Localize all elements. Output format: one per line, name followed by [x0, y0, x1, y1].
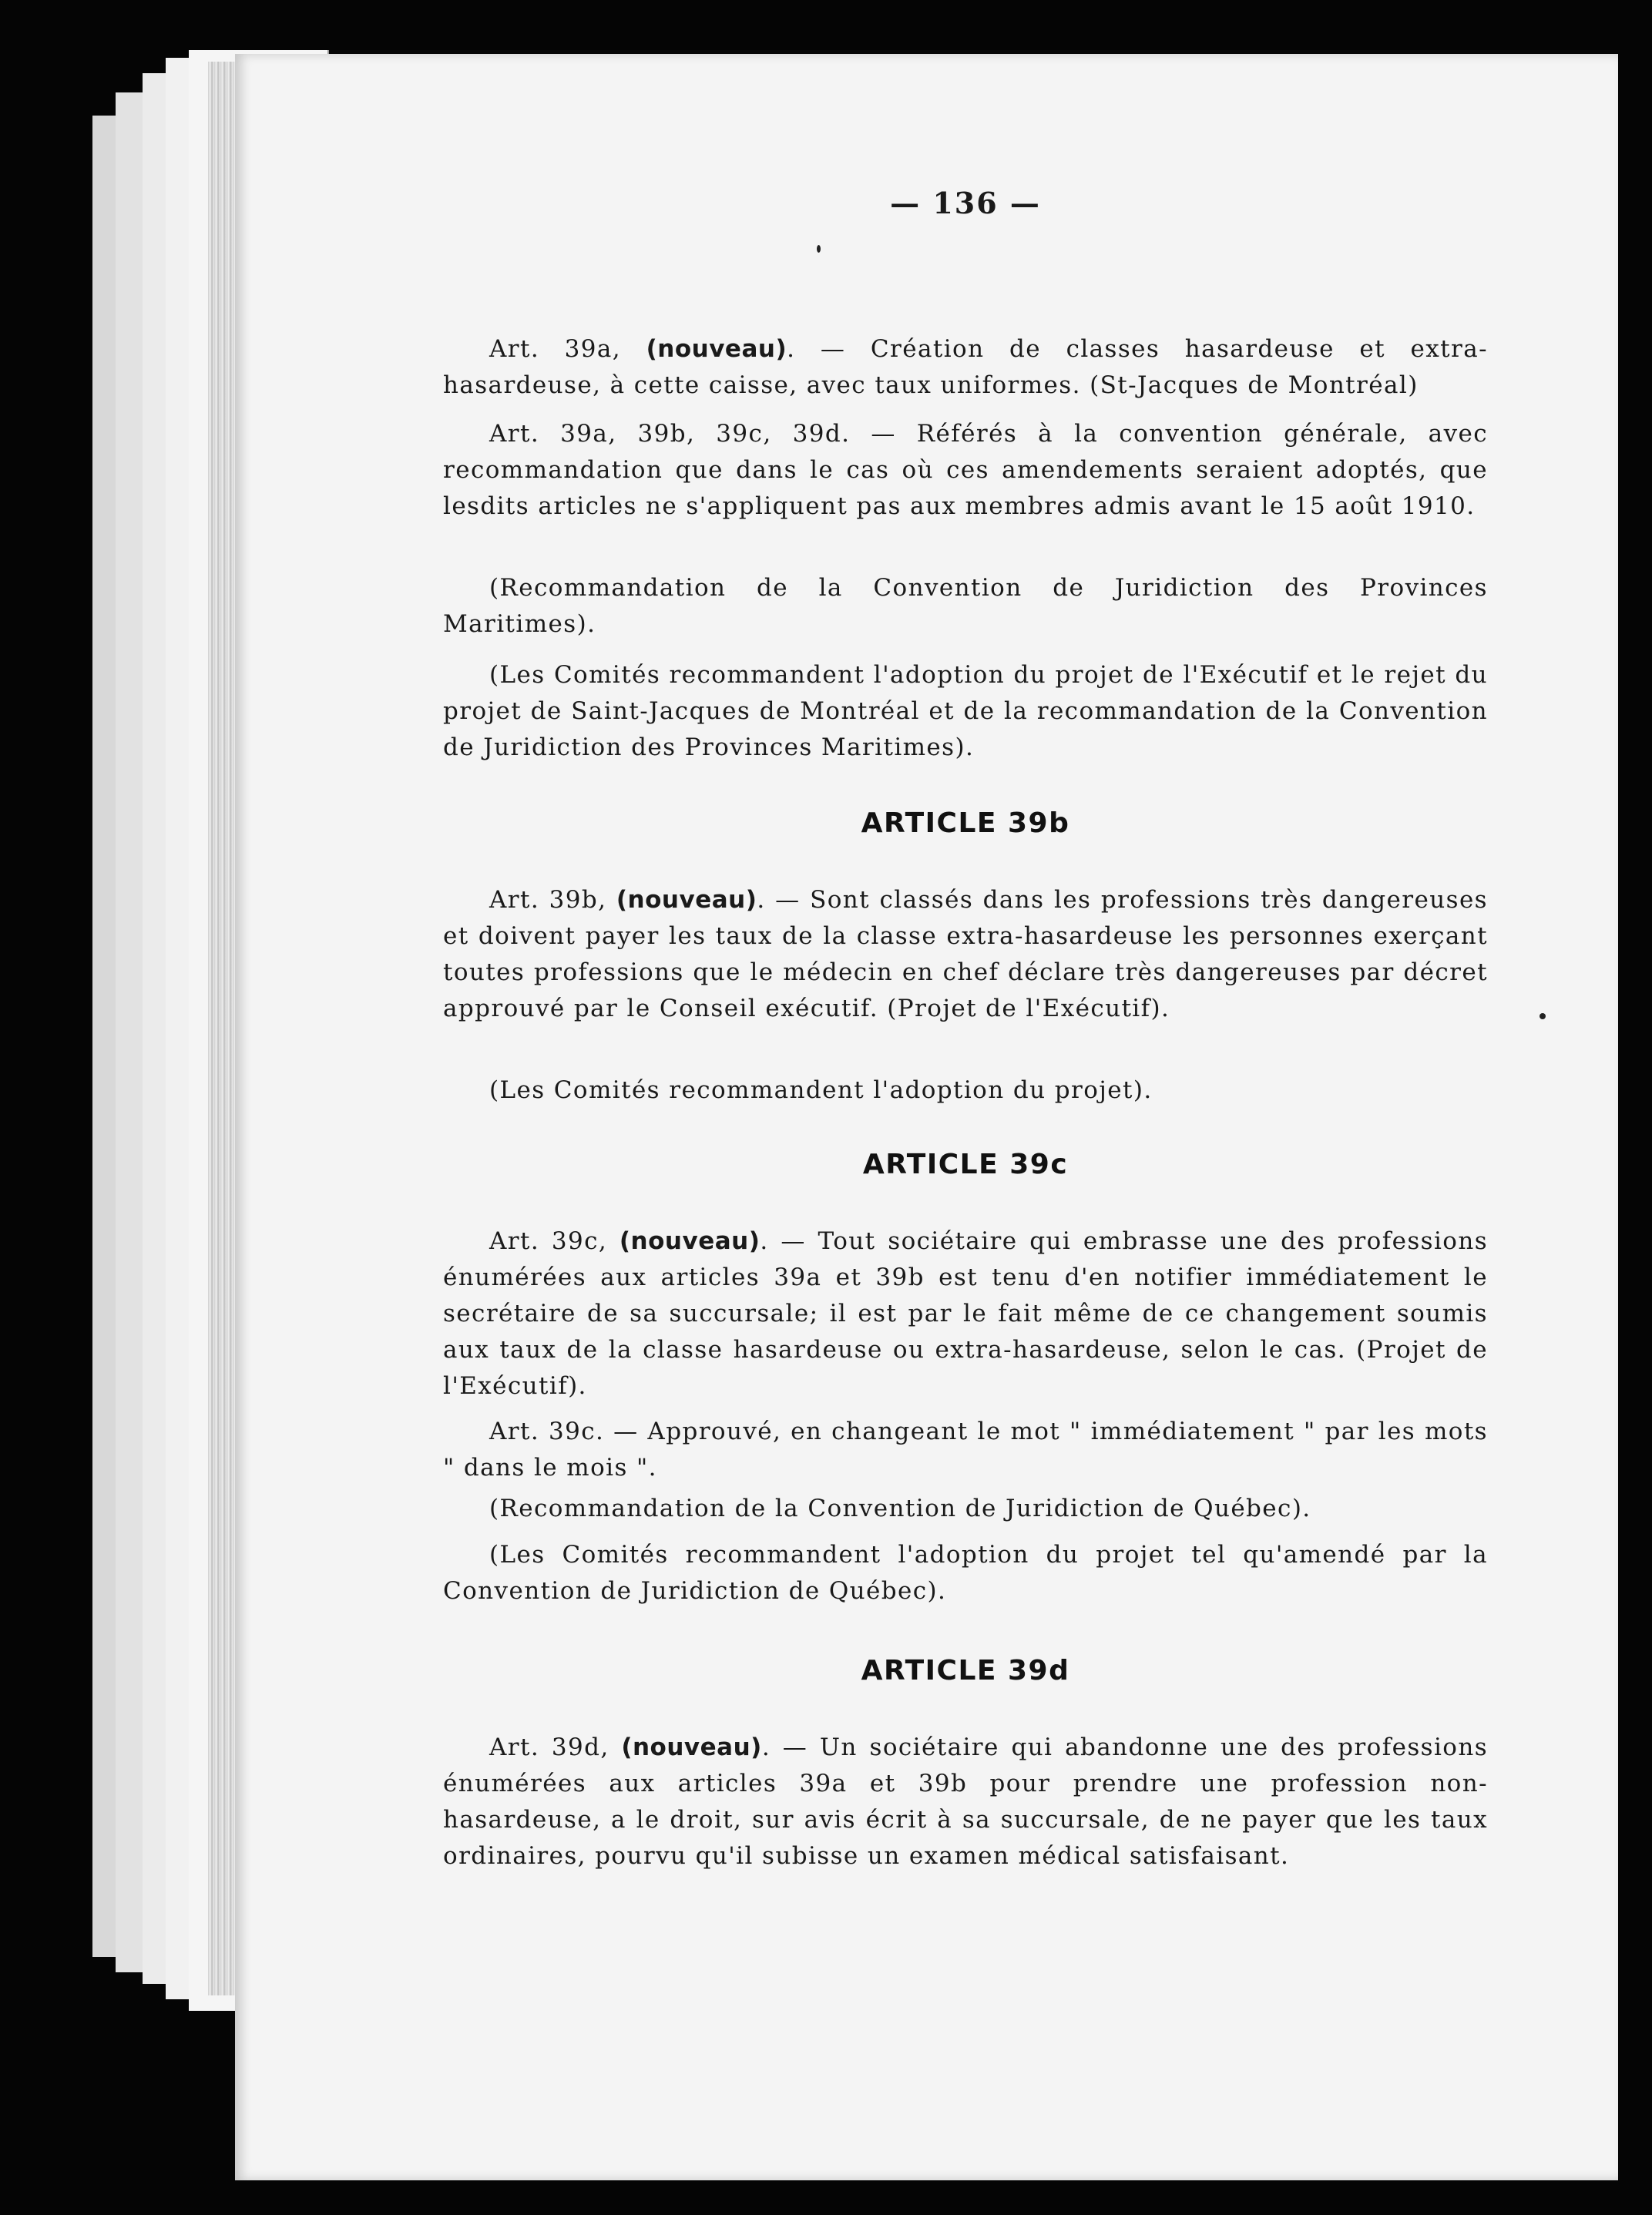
paragraph-art-39c — [443, 1223, 1488, 1405]
page-edge-stack — [208, 62, 239, 1995]
paragraph-text: . — Tout sociétaire qui embrasse une des professions énumérées aux articles 39a et 39b est tenu d'en notifier immédiatement le secrétaire de sa succursale; il est par le fait même de ce changement soumis aux taux de la classe hasardeuse ou extra-hasardeuse, selon le cas. (Projet de l'Exécutif). — [443, 1227, 1488, 1400]
heading-article-39d: ARTICLE 39d — [861, 1655, 1070, 1686]
article-ref: Art. 39d, — [489, 1733, 622, 1761]
heading-article-39c: ARTICLE 39c — [862, 1149, 1069, 1180]
paragraph-text: . — Un sociétaire qui abandonne une des professions énumérées aux articles 39a et 39b pour prendre une profession non-hasardeuse, a le droit, sur avis écrit à sa succursale, de ne payer que les taux ordinaires, pourvu qu'il subisse un examen médical satisfaisant. — [443, 1733, 1488, 1870]
ink-speck — [1540, 1013, 1546, 1019]
paragraph-committees-39a: (Les Comités recommandent l'adoption du projet de l'Exécutif et le rejet du projet de Saint-Jacques de Montréal et de la recommandation de la Convention de Juridiction des Provinces Maritimes). — [443, 661, 1488, 761]
paragraph-art-39d — [443, 1730, 1488, 1874]
heading-article-39b: ARTICLE 39b — [861, 807, 1070, 839]
bold-nouveau: (nouveau) — [619, 1227, 761, 1255]
article-ref: Art. 39c, — [489, 1227, 620, 1255]
paragraph-text: . — Création de classes hasardeuse et extra-hasardeuse, à cette caisse, avec taux uniformes. (St-Jacques de Montréal) — [443, 335, 1489, 399]
paragraph-referral: Art. 39a, 39b, 39c, 39d. — Référés à la convention générale, avec recommandation que dans le cas où ces amendements seraient adoptés, que lesdits articles ne s'appliquent pas aux membres admis avant le 15 août 1910. — [443, 420, 1488, 520]
paragraph-recommendation-quebec: (Recommandation de la Convention de Juridiction de Québec). — [489, 1495, 1311, 1522]
ink-speck — [817, 245, 821, 253]
paragraph-committees-39b: (Les Comités recommandent l'adoption du projet). — [489, 1076, 1153, 1104]
article-ref: Art. 39b, — [489, 886, 616, 914]
paragraph-recommendation-maritimes: (Recommandation de la Convention de Juridiction des Provinces Maritimes). — [443, 574, 1488, 638]
page-number: — 136 — — [890, 186, 1041, 220]
bold-nouveau: (nouveau) — [646, 335, 787, 363]
paragraph-art-39c-approved: Art. 39c. — Approuvé, en changeant le mot " immédiatement " par les mots " dans le mois ". — [443, 1418, 1488, 1482]
paragraph-text: . — Sont classés dans les professions très dangereuses et doivent payer les taux de la classe extra-hasardeuse les personnes exerçant toutes professions que le médecin en chef déclare très dangereuses par décret approuvé par le Conseil exécutif. (Projet de l'Exécutif). — [443, 886, 1488, 1022]
bold-nouveau: (nouveau) — [621, 1733, 762, 1761]
bold-nouveau: (nouveau) — [616, 886, 757, 914]
paragraph-art-39a-nouveau — [443, 331, 1488, 404]
paragraph-committees-39c: (Les Comités recommandent l'adoption du projet tel qu'amendé par la Convention de Juridiction de Québec). — [443, 1541, 1488, 1605]
document-page — [235, 54, 1618, 2180]
article-ref: Art. 39a, — [489, 335, 646, 363]
paragraph-art-39b — [443, 882, 1488, 1027]
